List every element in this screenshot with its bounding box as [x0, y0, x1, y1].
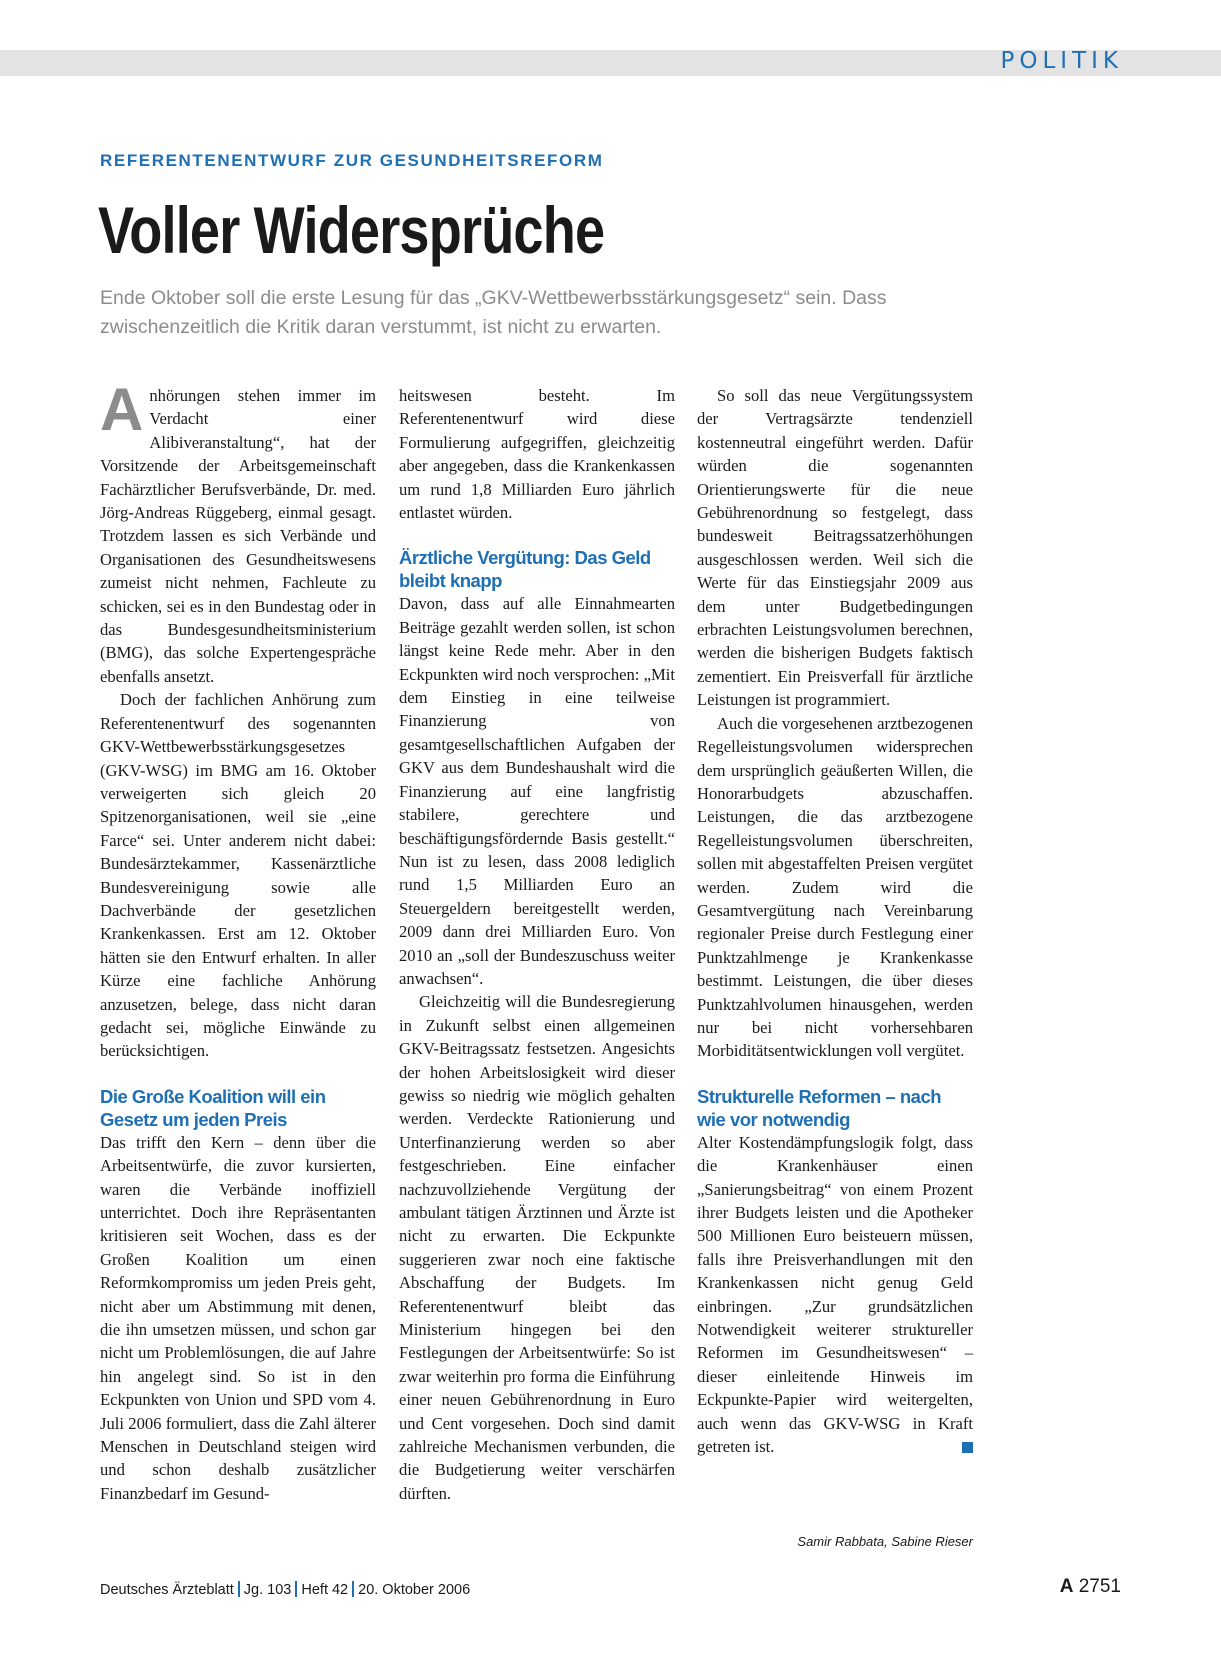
article-kicker: REFERENTENENTWURF ZUR GESUNDHEITSREFORM	[100, 151, 604, 170]
paragraph	[697, 1131, 973, 1459]
divider	[238, 1581, 240, 1597]
page-footer	[100, 1581, 470, 1598]
end-mark-icon	[962, 1442, 973, 1453]
column-1	[100, 376, 376, 1505]
paragraph: Das trifft den Kern – denn über die Arbeitsentwürfe, die zuvor kursierten, waren die Verbände inoffiziell unterrichtet. Doch ihre Repräsentanten kritisieren seit Wochen, dass es der Großen Koalition um einen Reformkompromiss um jeden Preis geht, nicht aber um Abstimmung mit denen, die ihn umsetzen müssen, und schon gar nicht um Problemlösungen, die auf Jahre hin angelegt sind. So ist in den Eckpunkten von Union und SPD vom 4. Juli 2006 formuliert, dass die Zahl älterer Menschen in Deutschland steigen wird und schon deshalb zusätzlicher Finanzbedarf im Gesund-	[100, 1132, 376, 1503]
page-value: 2751	[1078, 1576, 1121, 1597]
paragraph: So soll das neue Vergütungssystem der Vertragsärzte tendenziell kostenneutral eingeführt werden. Dafür würden die sogenannten Orientierungswerte für die neue Gebührenordnung so festgelegt, dass bundesweit Beitragssatzerhöhungen ausgeschlossen werden. Weil sich die Werte für das Einstiegsjahr 2009 aus dem unter Budgetbedingungen erbrachten Leistungsvolumen berechnen, werden die bisherigen Budgets faktisch zementiert. Ein Preisverfall für ärztliche Leistungen ist programmiert.	[697, 386, 973, 710]
issue-date: 20. Oktober 2006	[358, 1582, 471, 1598]
paragraph: Davon, dass auf alle Einnahmearten Beiträge gezahlt werden sollen, ist schon längst keine Rede mehr. Aber in den Eckpunkten wird noch versprochen: „Mit dem Einstieg in eine teilweise Finanzierung von gesamtgesellschaftlichen Aufgaben der GKV aus dem Bundeshaushalt wird die Finanzierung auf eine langfristig stabilere, gerechtere und beschäftigungsfördernde Basis gestellt.“ Nun ist zu lesen, dass 2008 lediglich rund 1,5 Milliarden Euro an Steuergeldern bereitgestellt werden, 2009 dann drei Milliarden Euro. Von 2010 an „soll der Bundeszuschuss weiter anwachsen“.	[399, 594, 675, 988]
volume: Jg. 103	[243, 1582, 292, 1598]
subheading: Die Große Koalition will ein Gesetz um jeden Preis	[100, 1085, 326, 1130]
paragraph-text: nhörungen stehen immer im Verdacht einer Alibiveranstaltung“, hat der Vorsitzende der Arbeitsgemeinschaft Fachärztlicher Berufsverbände, Dr. med. Jörg-Andreas Rüggeberg, einmal gesagt. Trotzdem lassen es sich Verbände und Organisationen des Gesundheitswesens zumeist nicht nehmen, Fachleute zu schicken, sei es in den Bundestag oder in das Bundesgesundheitsministerium (BMG), das solche Expertengespräche ebenfalls ansetzt.	[100, 386, 376, 686]
divider	[352, 1581, 354, 1597]
subheading: Strukturelle Reformen – nach wie vor notwendig	[697, 1085, 942, 1130]
page-number	[1060, 1576, 1121, 1598]
paragraph-text: Alter Kostendämpfungslogik folgt, dass die Krankenhäuser einen „Sanierungsbeitrag“ von einem Prozent ihrer Budgets leisten und die Apotheker 500 Millionen Euro beisteuern müssen, falls ihre Preisverhandlungen mit den Krankenkassen nicht genug Geld einbringen. „Zur grundsätzlichen Notwendigkeit weiterer struktureller Reformen im Gesundheitswesen“ – dieser einleitende Hinweis im Eckpunkte-Papier wird weitergelten, auch wenn das GKV-WSG in Kraft getreten ist.	[697, 1132, 973, 1457]
divider	[295, 1581, 297, 1597]
subheading: Ärztliche Vergütung: Das Geld bleibt knapp	[399, 547, 651, 592]
paragraph: Doch der fachlichen Anhörung zum Referentenentwurf des sogenannten GKV-Wettbewerbsstärkungsgesetzes (GKV-WSG) im BMG am 16. Oktober verweigerten sich gleich 20 Spitzenorganisationen, weil sie „eine Farce“ sei. Unter anderem nicht dabei: Bundesärztekammer, Kassenärztliche Bundesvereinigung sowie alle Dachverbände der gesetzlichen Krankenkassen. Erst am 12. Oktober hätten sie den Entwurf erhalten. In aller Kürze eine fachliche Anhörung anzusetzen, belege, dass nicht daran gedacht sei, mögliche Einwände zu berücksichtigen.	[100, 690, 376, 1061]
journal-name: Deutsches Ärzteblatt	[100, 1582, 234, 1598]
article-lede: Ende Oktober soll die erste Lesung für das „GKV-Wettbewerbsstärkungsgesetz“ sein. Dass zwischenzeitlich die Kritik daran verstummt, ist nicht zu erwarten.	[100, 287, 887, 338]
paragraph: Auch die vorgesehenen arztbezogenen Regelleistungsvolumen widersprechen dem ursprünglich geäußerten Willen, die Honorarbudgets abzuschaffen. Leistungen, die das arztbezogene Regelleistungsvolumen überschreiten, sollen mit abgestaffelten Preisen vergütet werden. Zudem wird die Gesamtvergütung nach Vereinbarung regionaler Preise durch Festlegung einer Punktzahlmenge je Krankenkasse bestimmt. Leistungen, die über dieses Punktzahlvolumen hinausgehen, werden nur bei nicht vorhersehbaren Morbiditätsentwicklungen voll vergütet.	[697, 713, 973, 1061]
paragraph: heitswesen besteht. Im Referentenentwurf wird diese Formulierung aufgegriffen, gleichzeitig aber angegeben, dass die Krankenkassen um rund 1,8 Milliarden Euro jährlich entlastet würden.	[399, 386, 675, 523]
article-authors: Samir Rabbata, Sabine Rieser	[797, 1534, 973, 1549]
issue: Heft 42	[301, 1582, 349, 1598]
paragraph: Gleichzeitig will die Bundesregierung in Zukunft selbst einen allgemeinen GKV-Beitragssatz festsetzen. Angesichts der hohen Arbeitslosigkeit wird dieser gewiss so niedrig wie möglich gehalten werden. Verdeckte Rationierung und Unterfinanzierung werden so aber festgeschrieben. Eine einfacher nachzuvollziehende Vergütung der ambulant tätigen Ärztinnen und Ärzte ist nicht zu erwarten. Die Eckpunkte suggerieren zwar noch eine faktische Abschaffung der Budgets. Im Referentenentwurf bleibt das Ministerium hingegen bei den Festlegungen der Arbeitsentwürfe: So ist zwar weiterhin pro forma die Einführung einer neuen Gebührenordnung in Euro und Cent vorgesehen. Doch sind damit zahlreiche Mechanismen verbunden, die die Budgetierung weiter verschärfen dürften.	[399, 992, 675, 1503]
page-prefix: A	[1059, 1576, 1074, 1597]
article-title: Voller Widersprüche	[98, 193, 605, 267]
column-3	[697, 384, 973, 1458]
drop-cap: A	[100, 376, 144, 443]
section-label: POLITIK	[1000, 48, 1123, 74]
paragraph	[100, 376, 376, 688]
column-2	[399, 384, 675, 1505]
